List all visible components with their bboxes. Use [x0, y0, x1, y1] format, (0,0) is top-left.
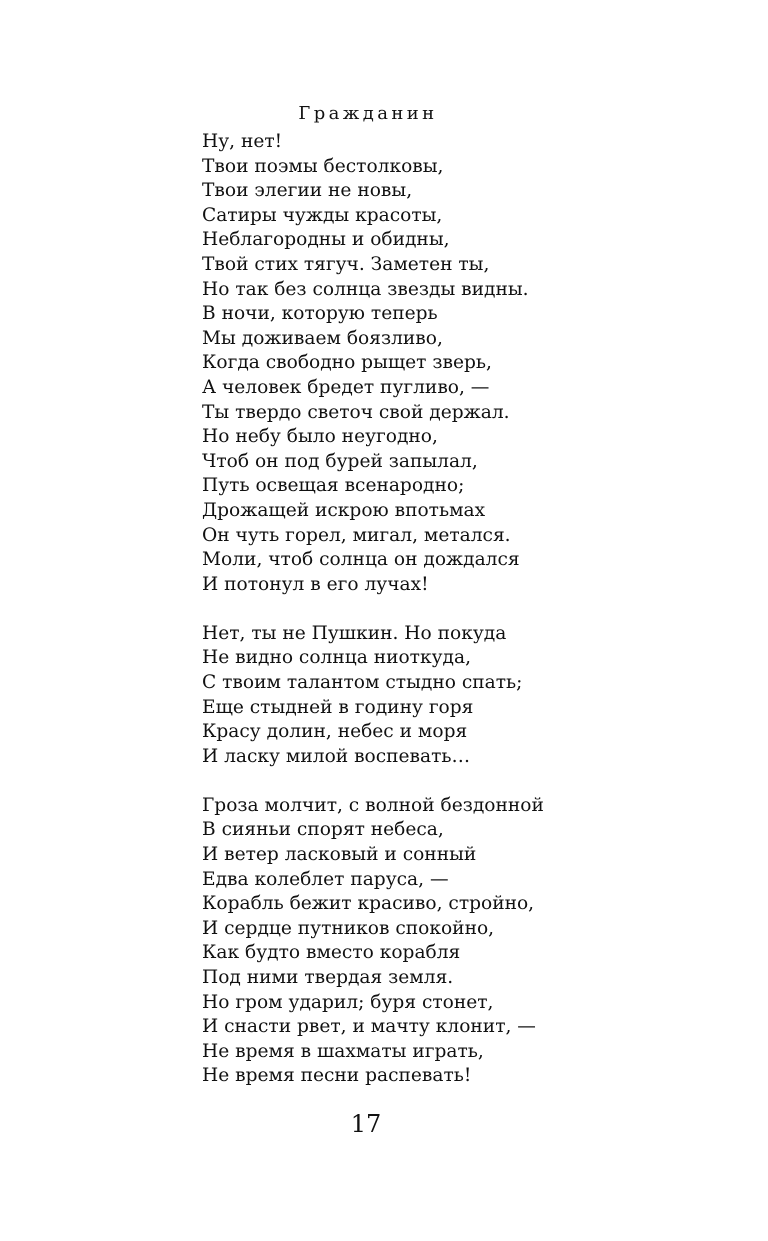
- verse-line: Путь освещая всенародно;: [202, 475, 465, 497]
- verse-line: Под ними твердая земля.: [202, 967, 454, 988]
- verse-line: И ласку милой воспевать…: [202, 745, 471, 767]
- verse-line: Не время в шахматы играть,: [202, 1040, 484, 1062]
- verse-line: И потонул в его лучах!: [202, 573, 429, 595]
- page-number: 17: [350, 1110, 382, 1138]
- verse-line: Еще стыдней в годину горя: [202, 696, 474, 718]
- verse-line: Не видно солнца ниоткуда,: [202, 647, 471, 669]
- verse-line: Когда свободно рыщет зверь,: [202, 352, 492, 374]
- verse-line: Мы доживаем боязливо,: [202, 327, 443, 349]
- verse-line: Корабль бежит красиво, стройно,: [202, 893, 535, 915]
- verse-line: И сердце путников спокойно,: [202, 917, 495, 939]
- verse-line: Но так без солнца звезды видны.: [202, 278, 529, 300]
- verse-line: И ветер ласковый и сонный: [202, 844, 477, 866]
- verse-line: Неблагородны и обидны,: [202, 229, 450, 251]
- verse-line: Твои поэмы бестолковы,: [202, 155, 444, 177]
- verse-line: Твои элегии не новы,: [202, 180, 413, 202]
- verse-line: И снасти рвет, и мачту клонит, —: [202, 1016, 536, 1038]
- verse-line: Но гром ударил; буря стонет,: [202, 991, 494, 1013]
- speaker-heading: Гражданин: [298, 103, 438, 124]
- verse-line: Едва колеблет паруса, —: [202, 868, 449, 890]
- verse-line: Моли, чтоб солнца он дождался: [202, 549, 520, 571]
- stanza: [202, 130, 742, 597]
- verse-line: Красу долин, небес и моря: [202, 721, 468, 743]
- verse-line: Сатиры чужды красоты,: [202, 204, 443, 226]
- verse-line: Дрожащей искрою впотьмах: [202, 499, 486, 521]
- verse-line: Он чуть горел, мигал, метался.: [202, 524, 511, 546]
- verse-line: Не время песни распевать!: [202, 1065, 472, 1087]
- verse-line: Гроза молчит, с волной бездонной: [202, 794, 544, 816]
- poem-body: [202, 130, 742, 1089]
- verse-line: Чтоб он под бурей запылал,: [202, 450, 478, 472]
- stanza: [202, 794, 742, 1089]
- verse-line: Твой стих тягуч. Заметен ты,: [202, 253, 490, 275]
- verse-line: Но небу было неугодно,: [202, 426, 438, 448]
- verse-line: Ты твердо светоч свой держал.: [202, 401, 510, 423]
- verse-line: С твоим талантом стыдно спать;: [202, 671, 523, 693]
- stanza: [202, 622, 742, 770]
- verse-line: В ночи, которую теперь: [202, 303, 438, 325]
- verse-line: В сияньи спорят небеса,: [202, 819, 444, 841]
- verse-line: А человек бредет пугливо, —: [202, 376, 490, 398]
- verse-line: Нет, ты не Пушкин. Но покуда: [202, 622, 507, 644]
- verse-line: Ну, нет!: [202, 131, 283, 152]
- verse-line: Как будто вместо корабля: [202, 942, 461, 964]
